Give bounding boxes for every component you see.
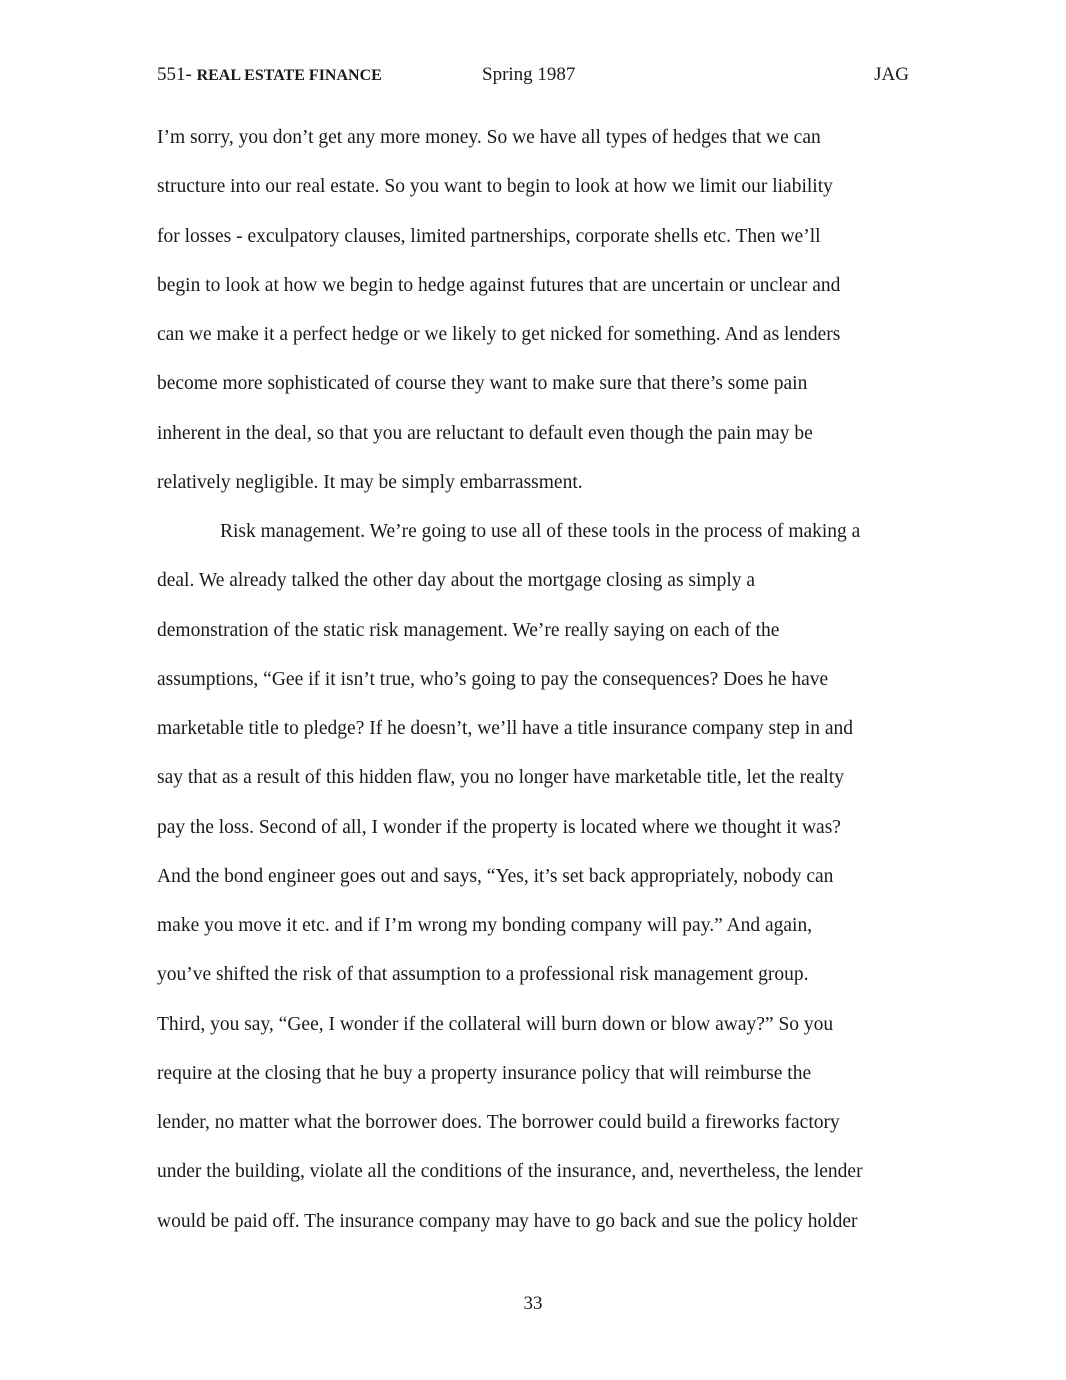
text-line: inherent in the deal, so that you are reluctant to default even though the pain may be bbox=[157, 422, 813, 444]
text-line: And the bond engineer goes out and says, “Yes, it’s set back appropriately, nobody can bbox=[157, 865, 834, 887]
text-line: demonstration of the static risk management. We’re really saying on each of the bbox=[157, 619, 780, 641]
page-number: 33 bbox=[523, 1293, 543, 1314]
text-line: begin to look at how we begin to hedge against futures that are uncertain or unclear and bbox=[157, 274, 841, 296]
paragraph-start-line: Risk management. We’re going to use all of these tools in the process of making a bbox=[220, 521, 861, 542]
text-line: require at the closing that he buy a property insurance policy that will reimburse the bbox=[157, 1062, 812, 1084]
course-title: REAL ESTATE FINANCE bbox=[196, 67, 382, 84]
text-line: assumptions, “Gee if it isn’t true, who’s going to pay the consequences? Does he have bbox=[157, 668, 829, 690]
text-line: pay the loss. Second of all, I wonder if the property is located where we thought it was? bbox=[157, 816, 841, 838]
header-initials: JAG bbox=[874, 64, 909, 85]
page-header bbox=[157, 64, 909, 90]
body-text bbox=[157, 121, 917, 1254]
header-course bbox=[157, 64, 382, 86]
text-line: structure into our real estate. So you want to begin to look at how we limit our liability bbox=[157, 176, 833, 198]
text-line: relatively negligible. It may be simply embarrassment. bbox=[157, 471, 583, 493]
text-line: you’ve shifted the risk of that assumption to a professional risk management group. bbox=[157, 964, 809, 986]
text-line: marketable title to pledge? If he doesn’t, we’ll have a title insurance company step in and bbox=[157, 718, 853, 739]
text-line: Third, you say, “Gee, I wonder if the collateral will burn down or blow away?” So you bbox=[157, 1013, 834, 1035]
text-line: would be paid off. The insurance company may have to go back and sue the policy holder bbox=[157, 1210, 858, 1232]
header-term: Spring 1987 bbox=[482, 64, 576, 85]
text-line: become more sophisticated of course they want to make sure that there’s some pain bbox=[157, 373, 808, 395]
course-number: 551- bbox=[157, 64, 192, 85]
text-line: say that as a result of this hidden flaw, you no longer have marketable title, let the realty bbox=[157, 767, 844, 789]
text-line: for losses - exculpatory clauses, limited partnerships, corporate shells etc. Then we’ll bbox=[157, 225, 821, 247]
text-line: make you move it etc. and if I’m wrong my bonding company will pay.” And again, bbox=[157, 915, 813, 936]
text-line: deal. We already talked the other day about the mortgage closing as simply a bbox=[157, 570, 756, 592]
text-line: lender, no matter what the borrower does. The borrower could build a fireworks factory bbox=[157, 1112, 840, 1133]
text-line: I’m sorry, you don’t get any more money. So we have all types of hedges that we can bbox=[157, 127, 821, 148]
text-line: can we make it a perfect hedge or we likely to get nicked for something. And as lenders bbox=[157, 324, 841, 345]
text-line: under the building, violate all the conditions of the insurance, and, nevertheless, the lender bbox=[157, 1161, 863, 1183]
